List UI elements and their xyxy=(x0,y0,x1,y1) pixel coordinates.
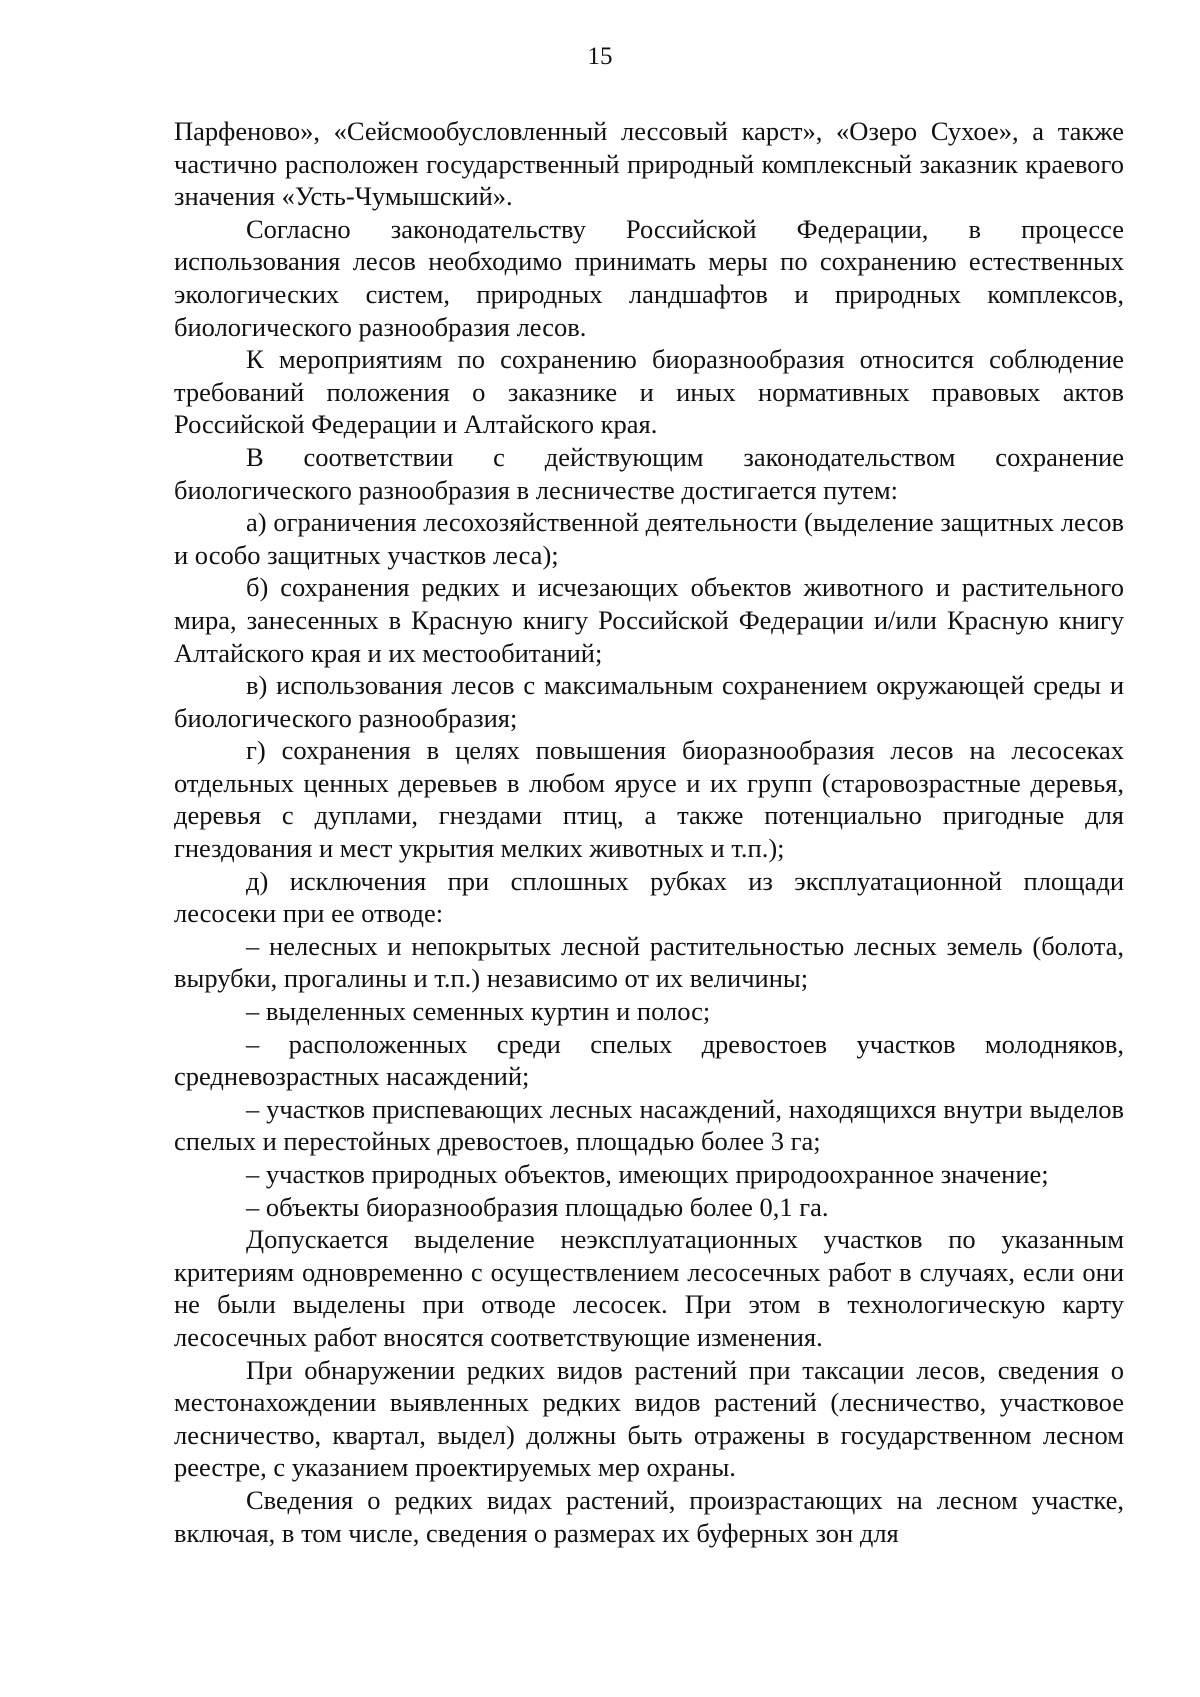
list-item: б) сохранения редких и исчезающих объектов животного и растительного мира, занесенных в Красную книгу Российской Федерации и/или Красную книгу Алтайского края и их местообитаний; xyxy=(174,572,1124,668)
list-item: д) исключения при сплошных рубках из эксплуатационной площади лесосеки при ее отводе: xyxy=(174,865,1124,929)
paragraph: Парфеново», «Сейсмообусловленный лессовый карст», «Озеро Сухое», а также частично расположен государственный природный комплексный заказник краевого значения «Усть-Чумышский». xyxy=(174,116,1124,212)
page-number: 15 xyxy=(587,43,613,70)
dash-item: – выделенных семенных куртин и полос; xyxy=(246,996,711,1027)
paragraph: В соответствии с действующим законодательством сохранение биологического разнообразия в лесничестве достигается путем: xyxy=(174,441,1124,505)
paragraph: Допускается выделение неэксплуатационных участков по указанным критериям одновременно с осуществлением лесосечных работ в случаях, если они не были выделены при отводе лесосек. При этом в технологическую карту лесосечных работ вносятся соответствующие изменения. xyxy=(174,1224,1124,1352)
dash-item: – объекты биоразнообразия площадью более 0,1 га. xyxy=(246,1191,829,1222)
list-item: в) использования лесов с максимальным сохранением окружающей среды и биологического разнообразия; xyxy=(174,670,1124,733)
paragraph: Сведения о редких видах растений, произрастающих на лесном участке, включая, в том числе, сведения о размерах их буферных зон для xyxy=(174,1484,1124,1548)
list-item: г) сохранения в целях повышения биоразнообразия лесов на лесосеках отдельных ценных деревьев в любом ярусе и их групп (старовозрастные деревья, деревья с дуплами, гнездами птиц, а также потенциально пригодные для гнездования и мест укрытия мелких животных и т.п.); xyxy=(174,735,1124,864)
dash-item: – расположенных среди спелых древостоев участков молодняков, средневозрастных насаждений; xyxy=(174,1028,1124,1092)
paragraph: Согласно законодательству Российской Федерации, в процессе использования лесов необходимо принимать меры по сохранению естественных экологических систем, природных ландшафтов и природных комплексов, биологического разнообразия лесов. xyxy=(174,213,1124,342)
paragraph: К мероприятиям по сохранению биоразнообразия относится соблюдение требований положения о заказнике и иных нормативных правовых актов Российской Федерации и Алтайского края. xyxy=(174,344,1124,440)
paragraph: При обнаружении редких видов растений при таксации лесов, сведения о местонахождении выявленных редких видов растений (лесничество, участковое лесничество, квартал, выдел) должны быть отражены в государственном лесном реестре, с указанием проектируемых мер охраны. xyxy=(174,1354,1124,1483)
dash-item: – нелесных и непокрытых лесной растительностью лесных земель (болота, вырубки, прогалины и т.п.) независимо от их величины; xyxy=(174,930,1124,994)
list-item: а) ограничения лесохозяйственной деятельности (выделение защитных лесов и особо защитных участков леса); xyxy=(174,507,1124,570)
document-body xyxy=(174,115,1124,1549)
dash-item: – участков приспевающих лесных насаждений, находящихся внутри выделов спелых и перестойных древостоев, площадью более 3 га; xyxy=(174,1093,1124,1157)
dash-item: – участков природных объектов, имеющих природоохранное значение; xyxy=(246,1159,1049,1189)
